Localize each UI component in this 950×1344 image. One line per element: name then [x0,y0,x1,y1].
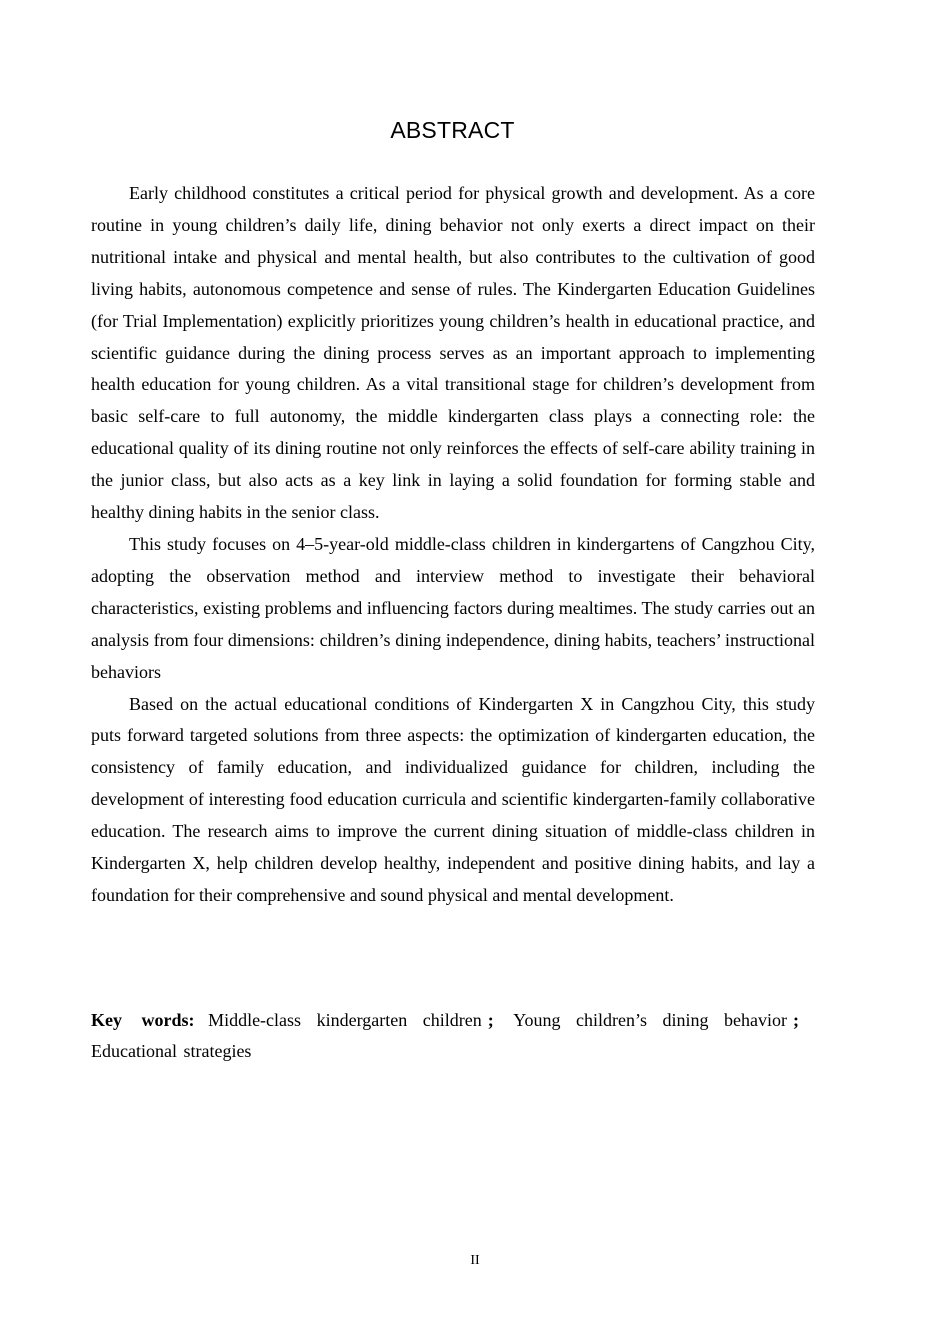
keyword-separator: ; [793,1010,799,1030]
abstract-paragraph-2: This study focuses on 4–5-year-old middle-class children in kindergartens of Cangzhou City, adopting the observation method and interview method to investigate their behavioral characteristics, existing problems and influencing factors during mealtimes. The study carries out an analysis from four dimensions: children’s dining independence, dining habits, teachers’ instructional behaviors [91,533,815,682]
abstract-body [91,178,815,912]
page-number: II [470,1253,480,1268]
abstract-paragraph-3: Based on the actual educational conditions of Kindergarten X in Cangzhou City, this study puts forward targeted solutions from three aspects: the optimization of kindergarten education, the consistency of family education, and individualized guidance for children, including the development of interesting food education curricula and scientific kindergarten-family collaborative education. The research aims to improve the current dining situation of middle-class children in Kindergarten X, help children develop healthy, independent and positive dining habits, and lay a foundation for their comprehensive and sound physical and mental development. [91,693,815,905]
keyword-item: Young children’s dining behavior [513,1010,787,1030]
keyword-item: Middle-class kindergarten children [208,1010,482,1030]
keywords-block [91,1005,805,1067]
keyword-separator: ; [487,1010,494,1030]
keyword-item: Educational strategies [91,1041,252,1061]
keywords-label: Key words: [91,1010,195,1030]
abstract-title: ABSTRACT [390,117,515,143]
abstract-paragraph-1: Early childhood constitutes a critical period for physical growth and development. As a core routine in young children’s daily life, dining behavior not only exerts a direct impact on their nutritional intake and physical and mental health, but also contributes to the cultivation of good living habits, autonomous competence and sense of rules. The Kindergarten Education Guidelines (for Trial Implementation) explicitly prioritizes young children’s health in educational practice, and scientific guidance during the dining process serves as an important approach to implementing health education for young children. As a vital transitional stage for children’s development from basic self-care to full autonomy, the middle kindergarten class plays a connecting role: the educational quality of its dining routine not only reinforces the effects of self-care ability training in the junior class, but also acts as a key link in laying a solid foundation for forming stable and healthy dining habits in the senior class. [91,183,815,523]
